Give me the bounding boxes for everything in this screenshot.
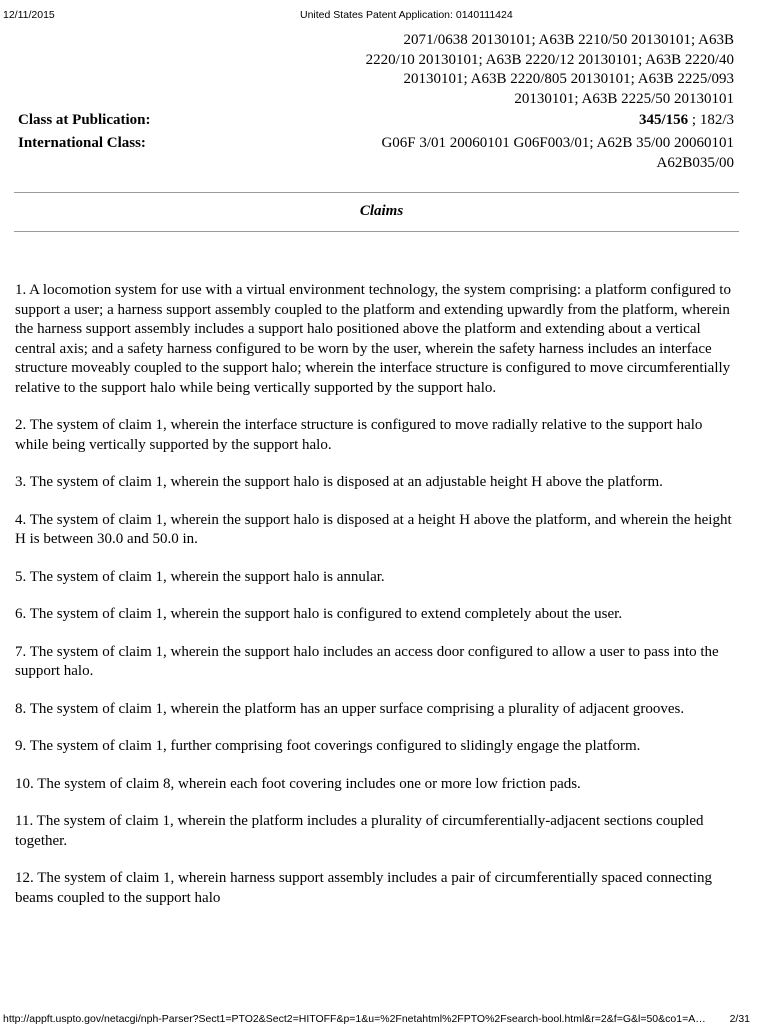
claim-8: 8. The system of claim 1, wherein the platform has an upper surface comprising a plurality of adjacent grooves. <box>15 700 685 717</box>
claim-5: 5. The system of claim 1, wherein the support halo is annular. <box>15 568 385 585</box>
claim-2: 2. The system of claim 1, wherein the interface structure is configured to move radially relative to the support halo while being vertically supported by the support halo. <box>15 417 703 453</box>
print-date: 12/11/2015 <box>3 9 55 21</box>
page-number: 2/31 <box>729 1013 750 1025</box>
claim-11: 11. The system of claim 1, wherein the platform includes a plurality of circumferentially-adjacent sections coupled together. <box>15 813 704 849</box>
cpc-classification <box>254 31 734 109</box>
claim-7: 7. The system of claim 1, wherein the support halo includes an access door configured to allow a user to pass into the support halo. <box>15 643 719 679</box>
divider <box>14 231 739 232</box>
international-class-value <box>314 133 734 173</box>
claim-10: 10. The system of claim 8, wherein each foot covering includes one or more low friction pads. <box>15 775 581 792</box>
page-url: http://appft.uspto.gov/netacgi/nph-Parser?Sect1=PTO2&Sect2=HITOFF&p=1&u=%2Fnetahtml%2FPTO%2Fsearch-bool.html&r=2&f=G&l=50&co1=A… <box>3 1013 706 1025</box>
document-title: United States Patent Application: 0140111424 <box>300 9 513 21</box>
international-class-label: International Class: <box>18 135 146 151</box>
claim-6: 6. The system of claim 1, wherein the support halo is configured to extend completely about the user. <box>15 606 623 622</box>
claim-4: 4. The system of claim 1, wherein the support halo is disposed at a height H above the platform, and wherein the height H is between 30.0 and 50.0 in. <box>15 511 732 547</box>
cpc-line: 2071/0638 20130101; A63B 2210/50 20130101; A63B <box>403 32 734 48</box>
claims-list <box>15 281 737 926</box>
divider <box>14 192 739 193</box>
primary-class: 345/156 <box>638 112 689 128</box>
claim-9: 9. The system of claim 1, further comprising foot coverings configured to slidingly engage the platform. <box>15 738 641 754</box>
international-class-line: A62B035/00 <box>656 155 734 171</box>
secondary-class: ; 182/3 <box>688 112 734 128</box>
claim-3: 3. The system of claim 1, wherein the support halo is disposed at an adjustable height H above the platform. <box>15 474 663 490</box>
claims-heading: Claims <box>359 203 404 219</box>
class-at-publication-value <box>639 110 734 130</box>
cpc-line: 20130101; A63B 2220/805 20130101; A63B 2225/093 <box>403 71 734 87</box>
claim-1: 1. A locomotion system for use with a virtual environment technology, the system comprising: a platform configured to support a user; a harness support assembly coupled to the platform and extending upwardly from the platform, wherein the harness support assembly includes a support halo positioned above the platform and extending about a vertical central axis; and a safety harness configured to be worn by the user, wherein the safety harness includes an interface structure moveably coupled to the support halo; wherein the interface structure is configured to move circumferentially relative to the support halo while being vertically supported by the support halo. <box>15 282 731 396</box>
claim-12: 12. The system of claim 1, wherein harness support assembly includes a pair of circumferentially spaced connecting beams coupled to the support halo <box>15 870 713 906</box>
cpc-line: 2220/10 20130101; A63B 2220/12 20130101; A63B 2220/40 <box>365 51 734 68</box>
international-class-line: G06F 3/01 20060101 G06F003/01; A62B 35/00 20060101 <box>381 135 734 151</box>
cpc-line: 20130101; A63B 2225/50 20130101 <box>514 90 734 107</box>
class-at-publication-label: Class at Publication: <box>18 112 151 128</box>
